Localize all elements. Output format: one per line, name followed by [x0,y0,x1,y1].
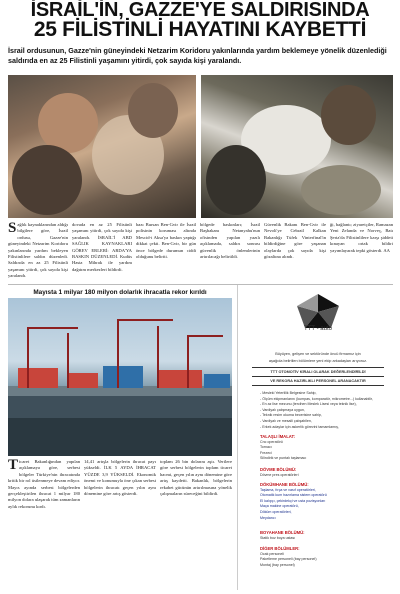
headline [4,0,396,40]
port-column-2: 14,41 artışla bölgelerin ihracat payı yükseldi. İLK 5 AYDA İHRACAT YÜZDE 3,9 YÜKSELDİ. Ekonomik önemi ve konumuyla öne çıkan serbest bölgelerin ihracatı geçen yılın aynı dönemine göre artış gösterdi. [84,459,156,497]
section-boyahane [260,530,390,541]
ad-motto: VE REKORA HAZIRLIKLI PERSONEL ARANACAKTIR [270,379,366,383]
ad-company-line: TTT OTOMOTİV KİRALI OLARAK DEĞERLENDİRİLDİ [270,370,366,374]
company-logo-text: TTT - auto [304,326,332,332]
section-dovme [260,467,390,478]
ad-rule [252,367,384,368]
position-item: Silindirik ve puntalı taşlamacı [260,456,307,461]
section-dokumhane [260,482,390,521]
requirement-item: - Ölçüm ekipmanlarını (kumpas, komparatör, mikrometre...) kullanabilir, [260,396,373,401]
section-diger [260,546,390,568]
article-column-2: dovada en az 25 Filistinli yaşamını yitirdi, çok sayıda kişi yaralandı. İSRAİL'İ ABD SAĞLIK KAYNAKLARI GÖREV ERLERİ: ARDA'YA BASKIN DÜZENLEDİ. Kudüs Hasta Mihrak ile yardım dağıtım merkezleri bildirdi. [72,222,132,272]
news-photo-injured-man [8,75,196,218]
requirement-item: - En az lise mezunu (tercihen Meslek Lisesi veya teknik lise), [260,402,357,407]
ttt-auto-logo-icon [295,292,341,330]
ad-intro-1: Büyüyen, gelişen ve sektöründe öncü firmamız için [275,352,361,356]
article-column-5: Güvenlik Bakanı Ben-Gvir ile Nevoli'ye Cebrail Kalkan Bakanlığı Tüfek Vinterfinal'in bildirdiğine göre yaşanan olaylarda çok sayıda kişi gözaltına alındı. [264,222,326,260]
position-item: El kalıpçı, çekirdekçi ve usta pozisyonları [260,498,326,503]
section-title: DÖVME BÖLÜMÜ: [260,467,297,472]
requirements-list [260,391,390,430]
article-column-3: bazı Bursan Ben-Gvir ile İsrail polisinin koruması altında Mescid-i Aksa'ya baskın yaptığı dikkat çekti. Ben-Gvir, bir gün önce bölgede durumun ciddi olduğunu belirtti. [136,222,196,260]
port-column-1: Ticaret Bakanlığından yapılan açıklamaya göre, serbest bölgeler Türkiye'nin ihracatında kritik bir rol üstlenmeye devam ediyor. Mayıs ayında serbest bölgelerden gerçekleştirilen ihracat 1 milyar 180 milyon dolara ulaşarak tüm zamanların aylık rekorunu kırdı. [8,457,80,509]
section-divider [8,284,393,285]
article-column-1: Sağlık kaynaklarından aldığı bilgilere göre, İsrail ordusu, Gazze'nin güneyindeki Netzarim Koridoru yakınlarında yardım bekleyen Filistinlilere saldırı düzenledi. Saldırıda en az 25 Filistinli yaşamını yitirdi, çok sayıda kişi yaralandı. [8,220,68,279]
section-title: DİĞER BÖLÜMLER: [260,546,300,551]
section-talasli [260,434,390,462]
section-title: TALAŞLI İMALAT: [260,434,295,439]
headline-line2: 25 FİLİSTİNLİ HAYATINI KAYBETTİ [33,18,367,41]
article-column-6: ği, bağlantı; ziyaretçiler, Ramazan Yeni Zelanda ve Norveç, Batı Şeria'da Filistinlilere karşı şiddeti kınayan ortak bildiri yayımlayarak tepki gösterdi. AA [330,222,393,253]
position-item: Frezeci [260,450,272,455]
requirement-item: - Vardiyalı ve mesaili çalışabilen, [260,418,312,423]
port-story-title: Mayısta 1 milyar 180 milyon dolarlık ihracatla rekor kırıldı [33,289,207,296]
section-title: BOYAHANE BÖLÜMÜ: [260,530,305,535]
position-item: Ocak personeli [260,551,284,556]
position-item: Paketleme personeli (bay personel) [260,557,317,562]
requirement-item: - Vardiyalı çalışmaya uygun, [260,407,305,412]
port-scene-illustration [8,298,232,456]
position-item: Tornacı [260,445,272,450]
lede-paragraph: İsrail ordusunun, Gazze'nin güneyindeki Netzarim Koridoru yakınlarında yardım beklemeye yönelik düzenlediği saldırıda en az 25 Filistinli yaşamını yitirdi, çok sayıda kişi yaralandı. [8,46,387,65]
article-column-4: bölgede baskınları; İsrail Başbakanı Netanyahu'nun ofisinden yapılan yazılı açıklamada, saldırı sonrası güvenlik önlemlerinin artırılacağı belirtildi. [200,222,260,260]
port-photo-cranes [8,298,232,456]
section-title: DÖKÜMHANE BÖLÜMÜ: [260,482,309,487]
position-item: Otomatik kum hazırlama sistem operatörü [260,493,327,498]
dropcap: T [8,457,19,473]
news-photo-wounded-carried [201,75,393,218]
ad-rule [252,376,384,377]
requirement-item: - Erkek adaylar için askerlik görevini tamamlamış, [260,424,339,429]
position-item: Montaj (bay personel) [260,562,295,567]
position-item: Cnc operatörü [260,439,283,444]
requirement-item: - Mesleki Yeterlilik Belgesine Sahip, [260,391,317,395]
position-item: Döküm operatörleri, [260,509,292,514]
port-column-3: toplam 26 bin dolarını aştı. Verilere göre serbest bölgelerin toplam ticaret hacmi, geçen yılın aynı dönemine göre artış kaydetti. Bakanlık, bölgelerin rekabet gücünün artırılmasına yönelik çalışmaların süreceğini bildirdi. [160,459,232,497]
position-item: Statik boz boya ustası [260,535,296,540]
position-item: Meydancı [260,515,276,520]
position-item: Maça makine operatörü, [260,504,299,509]
ad-rule [252,385,384,386]
position-item: Taşlama, fırça ve vasıf operatörleri, [260,487,316,492]
headline-line1: İSRAİL'İN, GAZZE'YE SALDIRISINDA [30,0,370,21]
requirement-item: - Teknik resim okuma becerisine sahip, [260,413,322,418]
dropcap: S [8,220,17,236]
ad-intro-2: aşağıda belirtilen bölümlere yeni ekip arkadaşları arıyoruz. [268,359,368,363]
job-advertisement [242,286,394,592]
position-item: Dövme pres operatörleri [260,472,299,477]
column-divider [237,285,238,590]
